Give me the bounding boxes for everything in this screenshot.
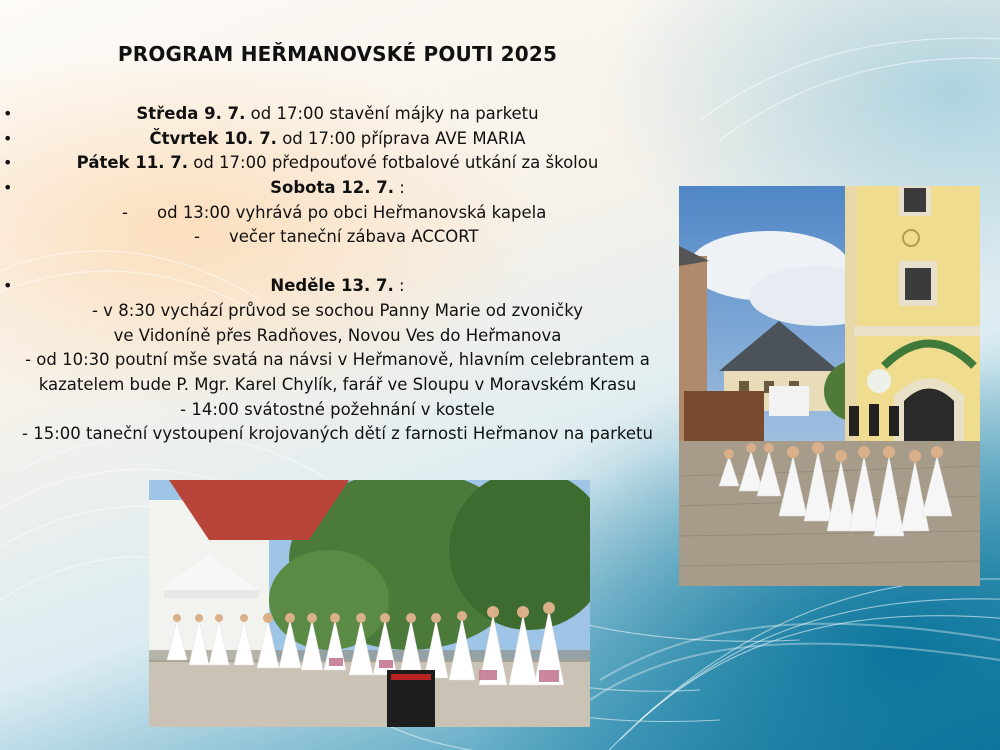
program-list xyxy=(0,102,675,447)
program-title: PROGRAM HEŘMANOVSKÉ POUTI 2025 xyxy=(117,42,558,66)
event-thursday xyxy=(0,127,675,152)
event-day: Sobota 12. 7. xyxy=(270,178,395,198)
event-text: od 17:00 předpouťové fotbalové utkání za školou xyxy=(187,153,599,173)
list-dash: - xyxy=(194,227,200,247)
sunday-line: - od 10:30 poutní mše svatá na návsi v Heřmanově, hlavním celebrantem a xyxy=(25,350,650,370)
event-day: Neděle 13. 7. xyxy=(270,276,394,296)
event-friday xyxy=(0,151,675,176)
saturday-item-text: od 13:00 vyhrává po obci Heřmanovská kapela xyxy=(157,202,547,222)
sunday-line: - 14:00 svátostné požehnání v kostele xyxy=(180,399,495,419)
event-text: : xyxy=(393,276,405,296)
sunday-line: - v 8:30 vychází průvod se sochou Panny Marie od zvoničky xyxy=(91,300,583,320)
event-day: Pátek 11. 7. xyxy=(76,153,188,173)
saturday-item xyxy=(0,201,675,226)
event-text: od 17:00 stavění májky na parketu xyxy=(245,104,539,123)
saturday-item-text: večer taneční zábava ACCORT xyxy=(229,227,479,247)
event-wednesday xyxy=(0,102,675,127)
event-text: : xyxy=(394,178,405,198)
event-saturday xyxy=(0,176,675,201)
sunday-line: ve Vidoníně přes Radňoves, Novou Ves do Heřmanova xyxy=(113,325,562,345)
list-dash: - xyxy=(122,202,128,222)
saturday-item xyxy=(0,225,675,250)
photo-church-procession xyxy=(679,186,980,586)
event-text: od 17:00 příprava AVE MARIA xyxy=(276,128,526,148)
sunday-line: - 15:00 taneční vystoupení krojovaných dětí z farnosti Heřmanov na parketu xyxy=(22,424,653,444)
sunday-line: kazatelem bude P. Mgr. Karel Chylík, farář ve Sloupu v Moravském Krasu xyxy=(38,374,637,394)
event-sunday xyxy=(0,274,675,299)
event-day: Čtvrtek 10. 7. xyxy=(149,128,277,148)
photo-costumed-children xyxy=(149,480,590,727)
event-day: Středa 9. 7. xyxy=(136,104,246,123)
